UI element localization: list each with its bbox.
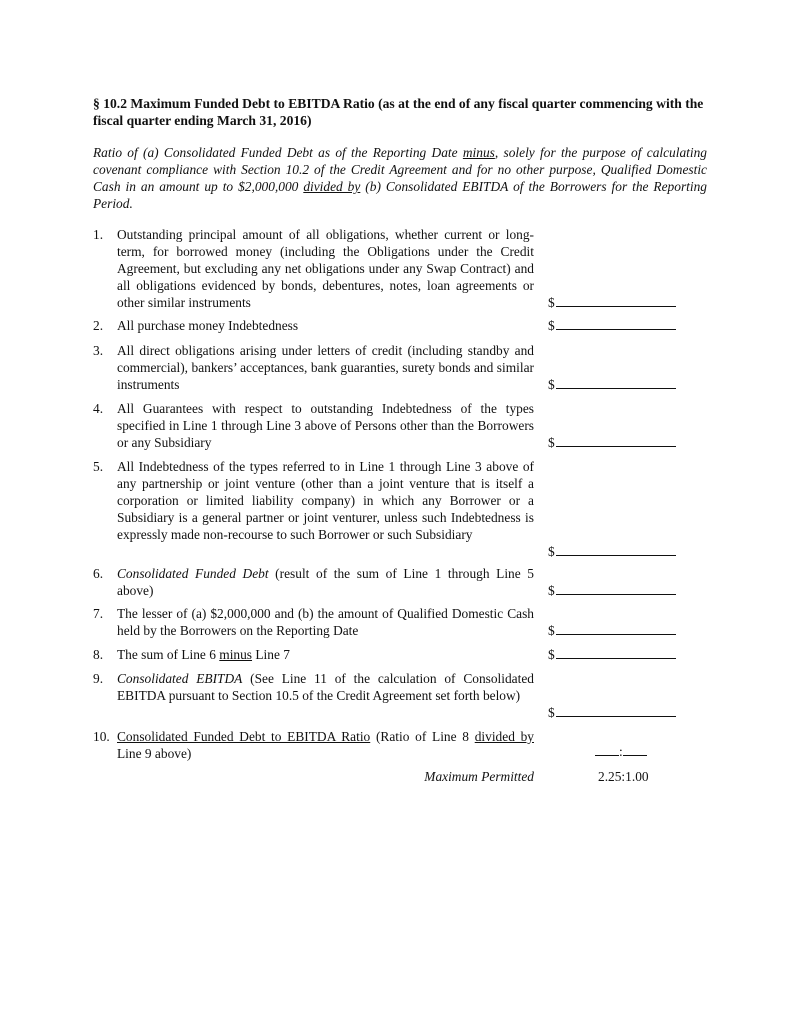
line-text: All Indebtedness of the types referred to in Line 1 through Line 3 above of any partnership or joint venture (other than a joint venture that is itself a corporation or limited liability company) in which any Borrower or a Subsidiary is a general partner or joint venturer, unless such Indebtedness is expressly made non-recourse to such Borrower or such Subsidiary — [117, 459, 534, 542]
defined-term: Consolidated Funded Debt — [117, 566, 269, 581]
section-heading: § 10.2 Maximum Funded Debt to EBITDA Ratio (as at the end of any fiscal quarter commencing with the fiscal quarter ending March 31, 2016) — [93, 96, 704, 128]
intro-minus: minus — [462, 145, 495, 160]
amount-blank[interactable] — [548, 645, 676, 663]
line-text-rest: (result of the sum of Line 1 through Line 5 above) — [117, 566, 534, 598]
dollar-sign: $ — [548, 295, 555, 310]
line-text-divided-by: divided by — [474, 729, 534, 744]
line-text: Outstanding principal amount of all obligations, whether current or long-term, for borrowed money (including the Obligations under the Credit Agreement, but excluding any net obligations under any Swap Contract) and all obligations evidenced by bonds, debentures, notes, loan agreements or other similar instruments — [117, 227, 534, 310]
maximum-permitted-value: 2.25:1.00 — [598, 769, 649, 784]
line-item-9 — [93, 670, 707, 721]
line-item-3 — [93, 342, 707, 393]
line-number: 2. — [93, 318, 104, 333]
line-number: 10. — [93, 729, 110, 744]
amount-blank[interactable] — [548, 433, 676, 451]
line-text: All purchase money Indebtedness — [117, 318, 299, 333]
line-text: All direct obligations arising under letters of credit (including standby and commercial), bankers’ acceptances, bank guaranties, surety bonds and similar instruments — [117, 343, 534, 392]
line-number: 7. — [93, 606, 104, 621]
line-item-5 — [93, 458, 707, 560]
line-number: 8. — [93, 647, 104, 662]
dollar-sign: $ — [548, 647, 555, 662]
intro-part-1: Ratio of (a) Consolidated Funded Debt as of the Reporting Date — [93, 145, 463, 160]
dollar-sign: $ — [548, 705, 555, 720]
ratio-term: Consolidated Funded Debt to EBITDA Ratio — [117, 729, 371, 744]
line-text-post: Line 7 — [252, 647, 290, 662]
amount-blank[interactable] — [548, 621, 676, 639]
amount-blank[interactable] — [548, 375, 676, 393]
line-text — [117, 728, 534, 762]
line-item-2 — [93, 317, 707, 334]
amount-blank[interactable] — [548, 581, 676, 599]
line-item-10 — [93, 728, 707, 762]
defined-term: Consolidated EBITDA — [117, 671, 243, 686]
line-number: 6. — [93, 566, 104, 581]
ratio-blank[interactable] — [595, 743, 647, 760]
line-text-post: Line 9 above) — [117, 746, 192, 761]
line-number: 4. — [93, 401, 104, 416]
line-text-pre: (Ratio of Line 8 — [370, 729, 475, 744]
dollar-sign: $ — [548, 623, 555, 638]
line-number: 5. — [93, 459, 104, 474]
dollar-sign: $ — [548, 435, 555, 450]
line-text — [117, 670, 534, 704]
line-text: All Guarantees with respect to outstanding Indebtedness of the types specified in Line 1 through Line 3 above of Persons other than the Borrowers or any Subsidiary — [117, 401, 534, 450]
amount-blank[interactable] — [548, 703, 676, 721]
dollar-sign: $ — [548, 318, 555, 333]
amount-blank[interactable] — [548, 542, 676, 560]
line-item-6 — [93, 565, 707, 599]
ratio-colon: : — [619, 744, 623, 759]
line-item-1 — [93, 226, 707, 311]
line-number: 3. — [93, 343, 104, 358]
line-item-4 — [93, 400, 707, 451]
amount-blank[interactable] — [548, 293, 676, 311]
intro-part-3: (b) Consolidated EBITDA of the Borrowers for the Reporting Period. — [93, 179, 707, 211]
line-number: 9. — [93, 671, 104, 686]
line-text — [117, 565, 534, 599]
line-text — [117, 646, 534, 663]
line-text: The lesser of (a) $2,000,000 and (b) the amount of Qualified Domestic Cash held by the Borrowers on the Reporting Date — [117, 606, 534, 638]
line-item-7 — [93, 605, 707, 639]
intro-part-2: , solely for the purpose of calculating covenant compliance with Section 10.2 of the Credit Agreement and for no other purpose, Qualified Domestic Cash in an amount up to $2,000,000 — [93, 145, 707, 194]
maximum-permitted-label: Maximum Permitted — [424, 769, 534, 784]
line-item-8 — [93, 646, 707, 663]
intro-divided-by: divided by — [303, 179, 361, 194]
ratio-description — [93, 144, 707, 212]
line-text-rest: (See Line 11 of the calculation of Consolidated EBITDA pursuant to Section 10.5 of the Credit Agreement set forth below) — [117, 671, 534, 703]
dollar-sign: $ — [548, 544, 555, 559]
dollar-sign: $ — [548, 583, 555, 598]
line-text-pre: The sum of Line 6 — [117, 647, 220, 662]
amount-blank[interactable] — [548, 316, 676, 334]
dollar-sign: $ — [548, 377, 555, 392]
line-text-minus: minus — [219, 647, 253, 662]
line-number: 1. — [93, 227, 104, 242]
